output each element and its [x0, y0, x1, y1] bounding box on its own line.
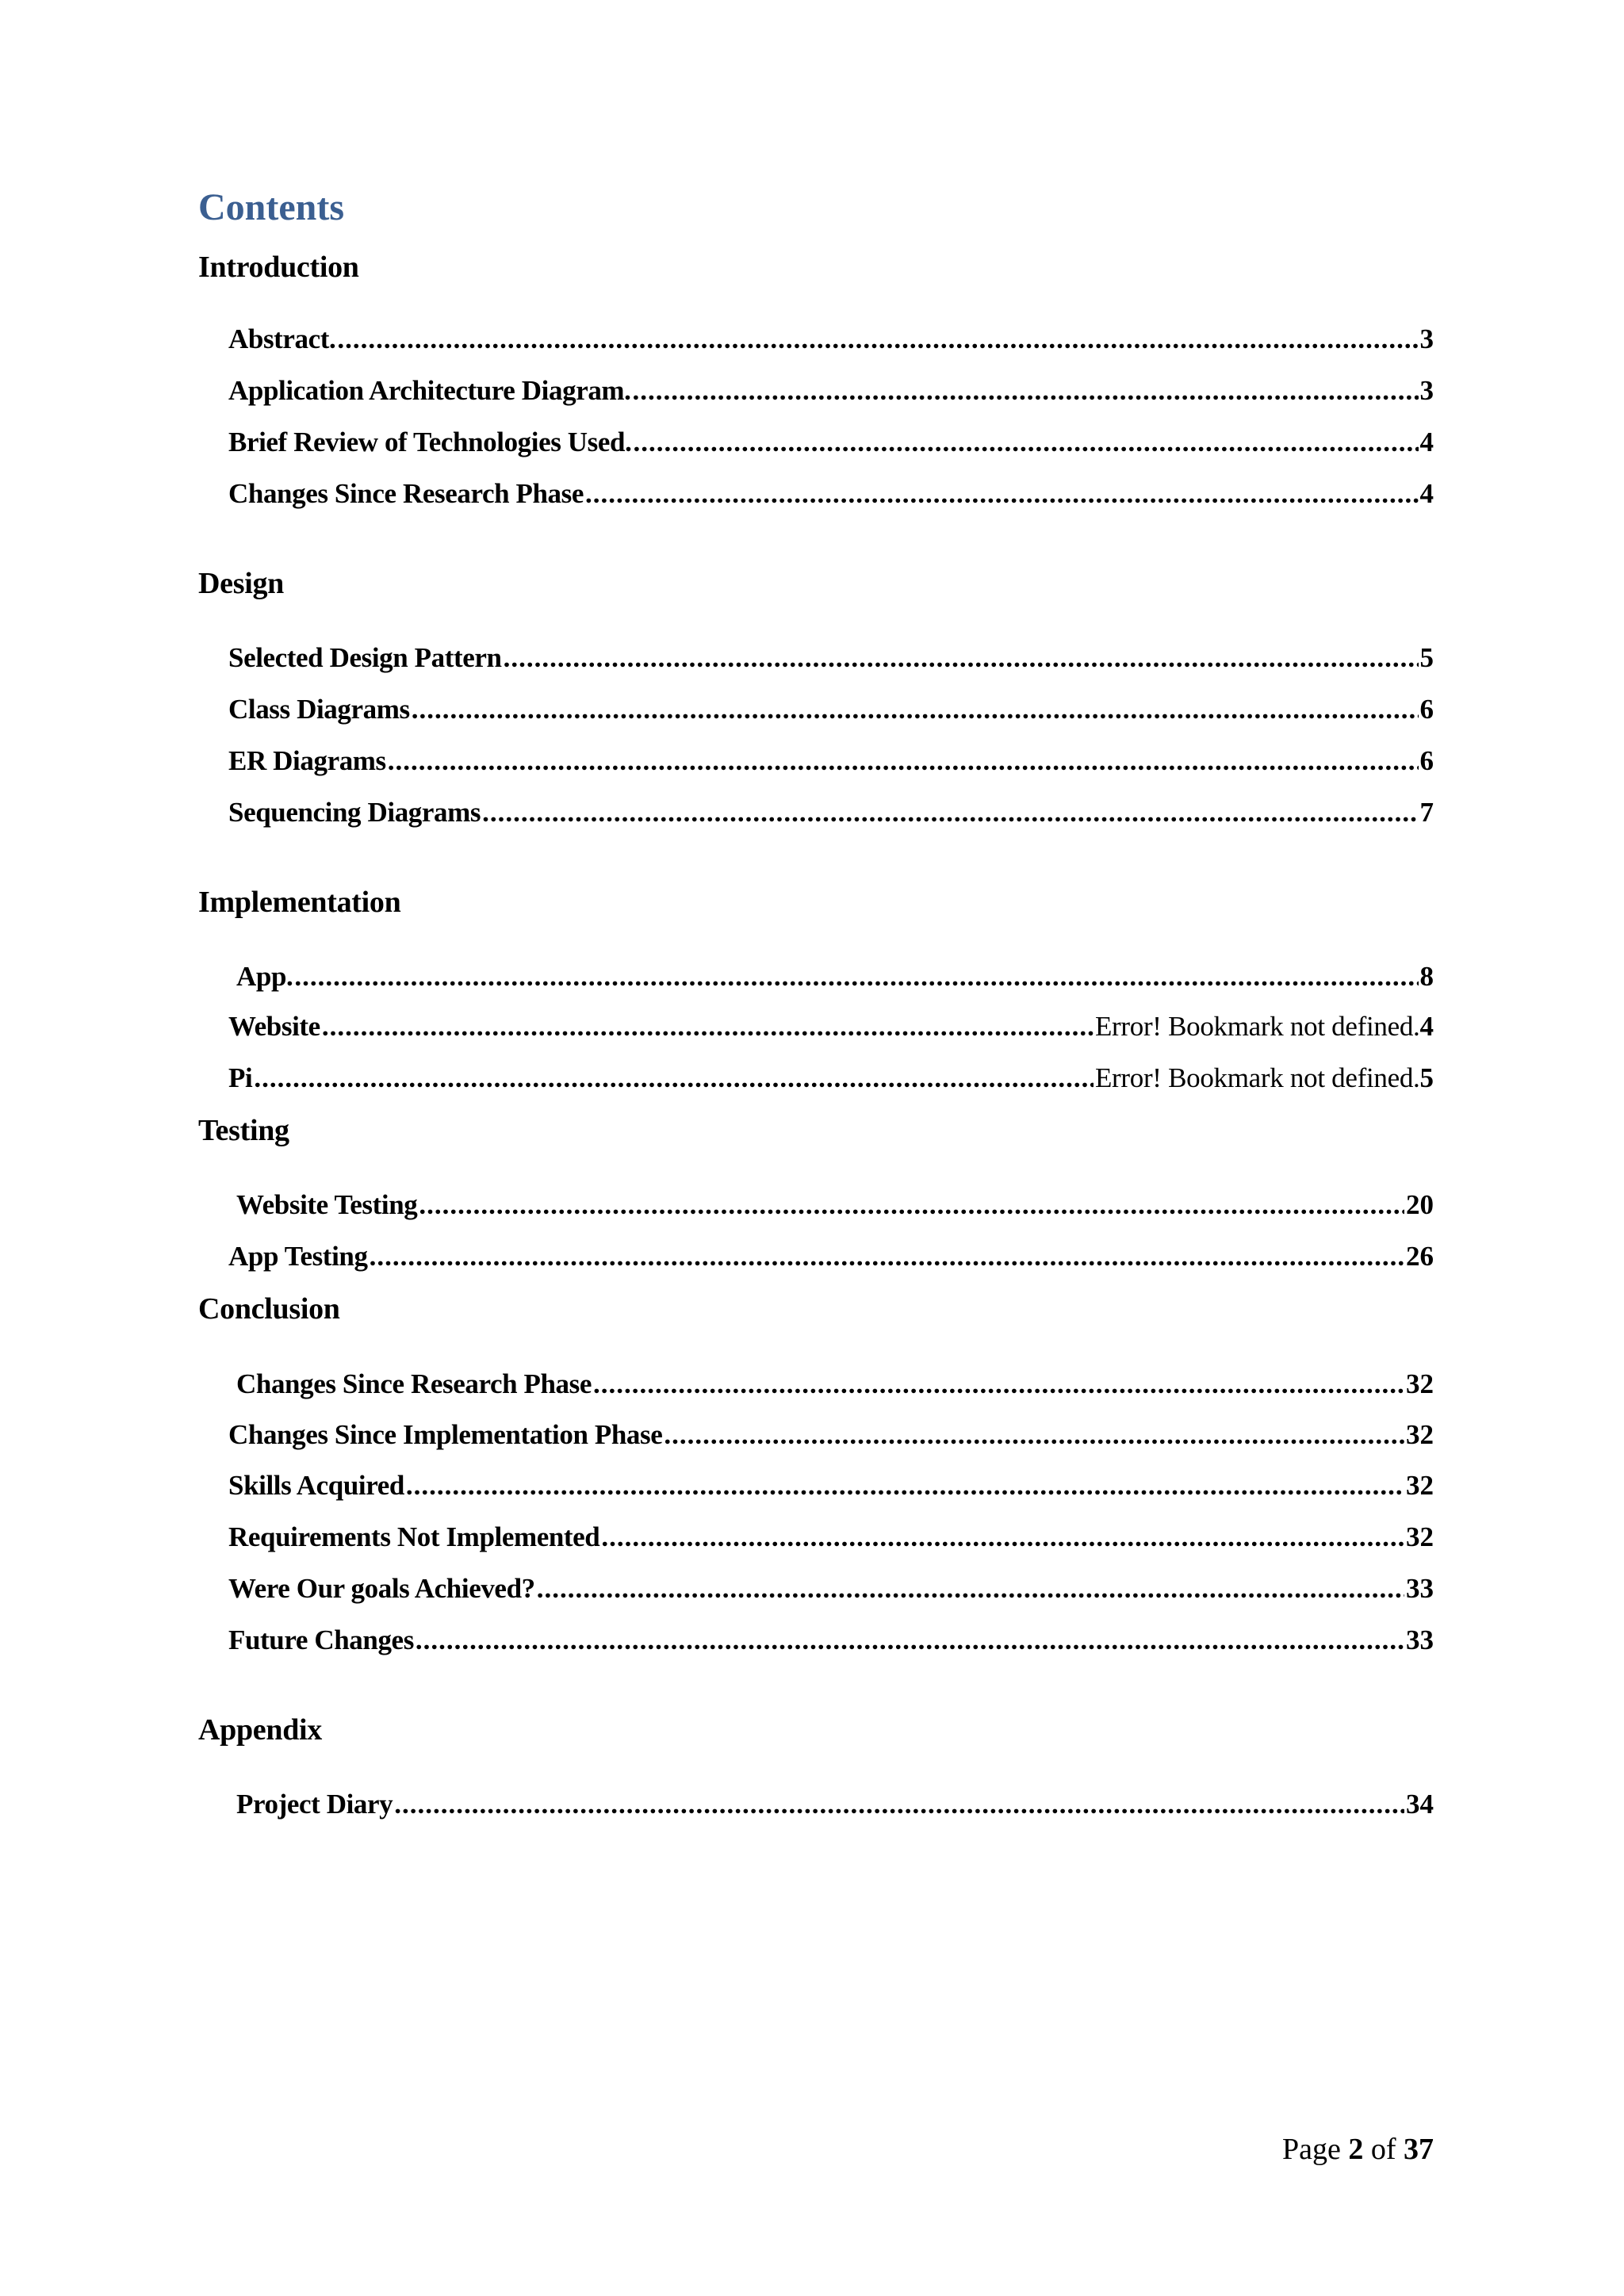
- toc-entry-app-testing[interactable]: [228, 1242, 1434, 1270]
- toc-entry-page: 32: [1406, 1368, 1434, 1399]
- section-heading-testing: Testing: [198, 1114, 289, 1147]
- page-total: 37: [1404, 2133, 1434, 2166]
- toc-entry-pi[interactable]: [228, 1064, 1434, 1092]
- toc-entry-label: Pi: [228, 1062, 253, 1093]
- toc-entry-label: Changes Since Research Phase: [236, 1368, 592, 1399]
- toc-entry-design-pattern[interactable]: [228, 644, 1434, 672]
- bookmark-error-text: Error! Bookmark not defined.: [1094, 1062, 1420, 1093]
- toc-entry-page: 33: [1406, 1573, 1434, 1604]
- toc-entry-page: 4: [1419, 427, 1434, 457]
- toc-entry-page: 5: [1419, 1062, 1434, 1093]
- toc-entry-label: Selected Design Pattern: [228, 642, 502, 673]
- dot-leader: [416, 1626, 1404, 1654]
- toc-entry-architecture-diagram[interactable]: [228, 377, 1434, 404]
- dot-leader: [664, 1421, 1404, 1448]
- toc-entry-er-diagrams[interactable]: [228, 747, 1434, 775]
- dot-leader: [633, 428, 1418, 456]
- toc-entry-conclusion-changes-research[interactable]: [236, 1370, 1434, 1398]
- dot-leader: [419, 1191, 1404, 1219]
- toc-entry-label: Requirements Not Implemented: [228, 1521, 600, 1552]
- toc-entry-page: 3: [1419, 323, 1434, 354]
- toc-entry-label: Sequencing Diagrams: [228, 797, 481, 828]
- toc-entry-page: 32: [1406, 1470, 1434, 1501]
- toc-entry-page: 6: [1419, 694, 1434, 725]
- toc-entry-website[interactable]: [228, 1012, 1434, 1040]
- toc-entry-label: Brief Review of Technologies Used.: [228, 427, 632, 457]
- toc-entry-page: 5: [1419, 642, 1434, 673]
- toc-entry-label: Changes Since Implementation Phase: [228, 1419, 663, 1450]
- dot-leader: [504, 644, 1419, 672]
- toc-entry-changes-implementation[interactable]: [228, 1421, 1434, 1448]
- section-heading-implementation: Implementation: [198, 886, 401, 919]
- dot-leader: [593, 1370, 1404, 1398]
- toc-entry-future-changes[interactable]: [228, 1626, 1434, 1654]
- toc-title: Contents: [198, 186, 345, 228]
- dot-leader: [633, 377, 1419, 404]
- toc-entry-label: Future Changes: [228, 1624, 414, 1655]
- toc-entry-label: Were Our goals Achieved?: [228, 1573, 535, 1604]
- toc-entry-page: 8: [1419, 961, 1434, 992]
- dot-leader: [537, 1575, 1404, 1602]
- dot-leader: [482, 798, 1418, 826]
- toc-entry-label: Website Testing: [236, 1189, 418, 1220]
- dot-leader: [294, 962, 1418, 990]
- dot-leader: [601, 1523, 1404, 1551]
- toc-entry-label: Application Architecture Diagram.: [228, 375, 631, 406]
- dot-leader: [412, 695, 1419, 723]
- section-heading-appendix: Appendix: [198, 1713, 323, 1747]
- toc-entry-label: Project Diary: [236, 1789, 393, 1820]
- dot-leader: [337, 325, 1418, 353]
- toc-entry-page: 32: [1406, 1521, 1434, 1552]
- dot-leader: [370, 1242, 1404, 1270]
- toc-entry-label: Website: [228, 1011, 320, 1042]
- toc-entry-goals-achieved[interactable]: [228, 1575, 1434, 1602]
- toc-entry-project-diary[interactable]: [236, 1790, 1434, 1818]
- toc-entry-label: App Testing: [228, 1241, 368, 1272]
- toc-entry-page: 26: [1406, 1241, 1434, 1272]
- toc-entry-page: 32: [1406, 1419, 1434, 1450]
- dot-leader: [388, 747, 1419, 775]
- toc-entry-label: ER Diagrams: [228, 745, 386, 776]
- toc-entry-technologies[interactable]: [228, 428, 1434, 456]
- toc-entry-website-testing[interactable]: [236, 1191, 1434, 1219]
- toc-entry-requirements-not-implemented[interactable]: [228, 1523, 1434, 1551]
- bookmark-error-text: Error! Bookmark not defined.: [1094, 1011, 1420, 1042]
- dot-leader: [394, 1790, 1404, 1818]
- toc-entry-label: Changes Since Research Phase: [228, 478, 584, 509]
- toc-entry-page: 4: [1419, 478, 1434, 509]
- toc-entry-page: 7: [1419, 797, 1434, 828]
- toc-entry-class-diagrams[interactable]: [228, 695, 1434, 723]
- toc-entry-changes-research[interactable]: [228, 480, 1434, 507]
- page-current: 2: [1348, 2133, 1364, 2166]
- toc-entry-label: Abstract.: [228, 323, 336, 354]
- dot-leader: [254, 1064, 1094, 1092]
- toc-entry-page: 3: [1419, 375, 1434, 406]
- page-prefix: Page: [1281, 2133, 1341, 2166]
- page-number-footer: [1282, 2134, 1434, 2164]
- toc-entry-page: 4: [1419, 1011, 1434, 1042]
- toc-entry-abstract[interactable]: [228, 325, 1434, 353]
- toc-entry-page: 20: [1406, 1189, 1434, 1220]
- toc-entry-label: App.: [236, 961, 293, 992]
- toc-entry-page: 6: [1419, 745, 1434, 776]
- dot-leader: [585, 480, 1418, 507]
- toc-entry-app[interactable]: [236, 962, 1434, 990]
- toc-entry-label: Skills Acquired: [228, 1470, 404, 1501]
- section-heading-design: Design: [198, 567, 284, 600]
- toc-entry-page: 34: [1406, 1789, 1434, 1820]
- toc-entry-skills-acquired[interactable]: [228, 1471, 1434, 1499]
- toc-entry-sequencing-diagrams[interactable]: [228, 798, 1434, 826]
- section-heading-conclusion: Conclusion: [198, 1292, 340, 1326]
- page-separator: of: [1370, 2133, 1396, 2166]
- toc-entry-label: Class Diagrams: [228, 694, 410, 725]
- dot-leader: [406, 1471, 1404, 1499]
- toc-entry-page: 33: [1406, 1624, 1434, 1655]
- section-heading-introduction: Introduction: [198, 251, 359, 284]
- dot-leader: [322, 1012, 1094, 1040]
